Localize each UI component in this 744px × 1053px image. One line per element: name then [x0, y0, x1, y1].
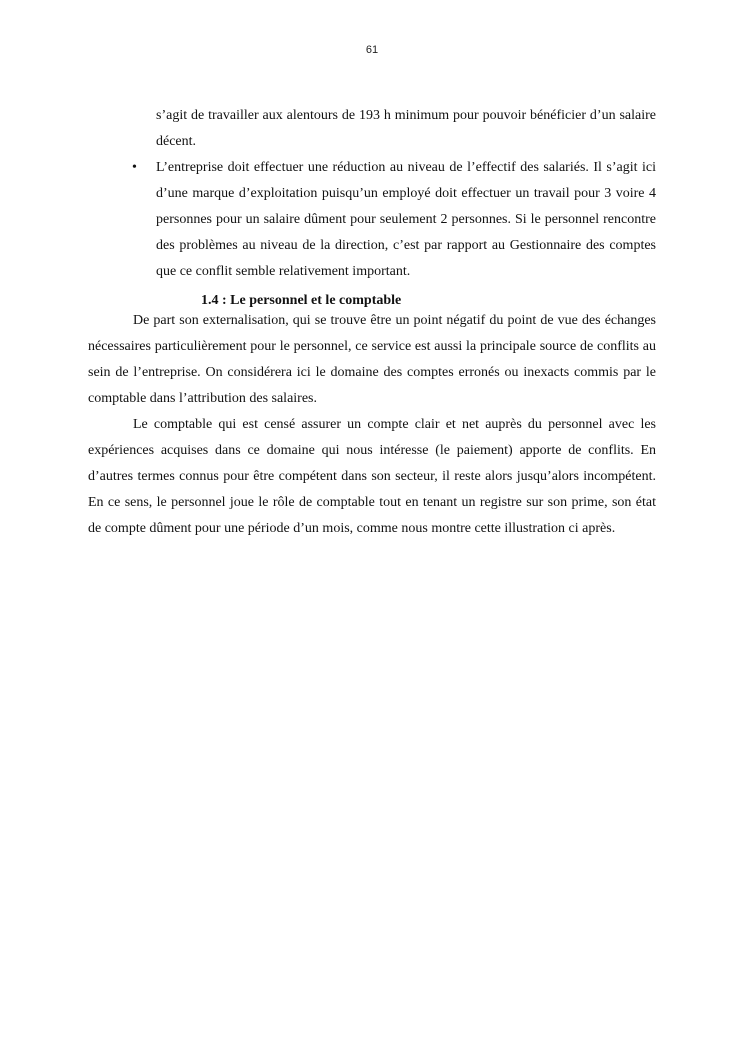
bullet-item: [132, 155, 656, 285]
bullet-text: L’entreprise doit effectuer une réduction au niveau de l’effectif des salariés. Il s’agit ici d’une marque d’exploitation puisqu’un employé doit effectuer un travail pour 3 voire 4 personnes pour un salaire dûment pour seulement 2 personnes. Si le personnel rencontre des problèmes au niveau de la direction, c’est par rapport au Gestionnaire des comptes que ce conflit semble relativement important.: [156, 160, 656, 279]
continued-bullet-text: s’agit de travailler aux alentours de 193 h minimum pour pouvoir bénéficier d’un salaire décent.: [156, 108, 656, 149]
section-paragraph-2: Le comptable qui est censé assurer un compte clair et net auprès du personnel avec les expériences acquises dans ce domaine qui nous intéresse (le paiement) apporte de conflits. En d’autres termes connus pour être compétent dans son secteur, il reste alors jusqu’alors incompétent. En ce sens, le personnel joue le rôle de comptable tout en tenant un registre sur son prime, son état de compte dûment pour une période d’un mois, comme nous montre cette illustration ci après.: [88, 417, 656, 536]
page-number: 61: [365, 44, 379, 56]
section-paragraph-1: De part son externalisation, qui se trouve être un point négatif du point de vue des échanges nécessaires particulièrement pour le personnel, ce service est aussi la principale source de conflits au sein de l’entreprise. On considérera ici le domaine des comptes erronés ou inexacts commis par le comptable dans l’attribution des salaires.: [88, 313, 656, 406]
bullet-icon: •: [132, 160, 137, 175]
section-heading: 1.4 : Le personnel et le comptable: [201, 293, 402, 308]
document-body: [88, 103, 656, 542]
